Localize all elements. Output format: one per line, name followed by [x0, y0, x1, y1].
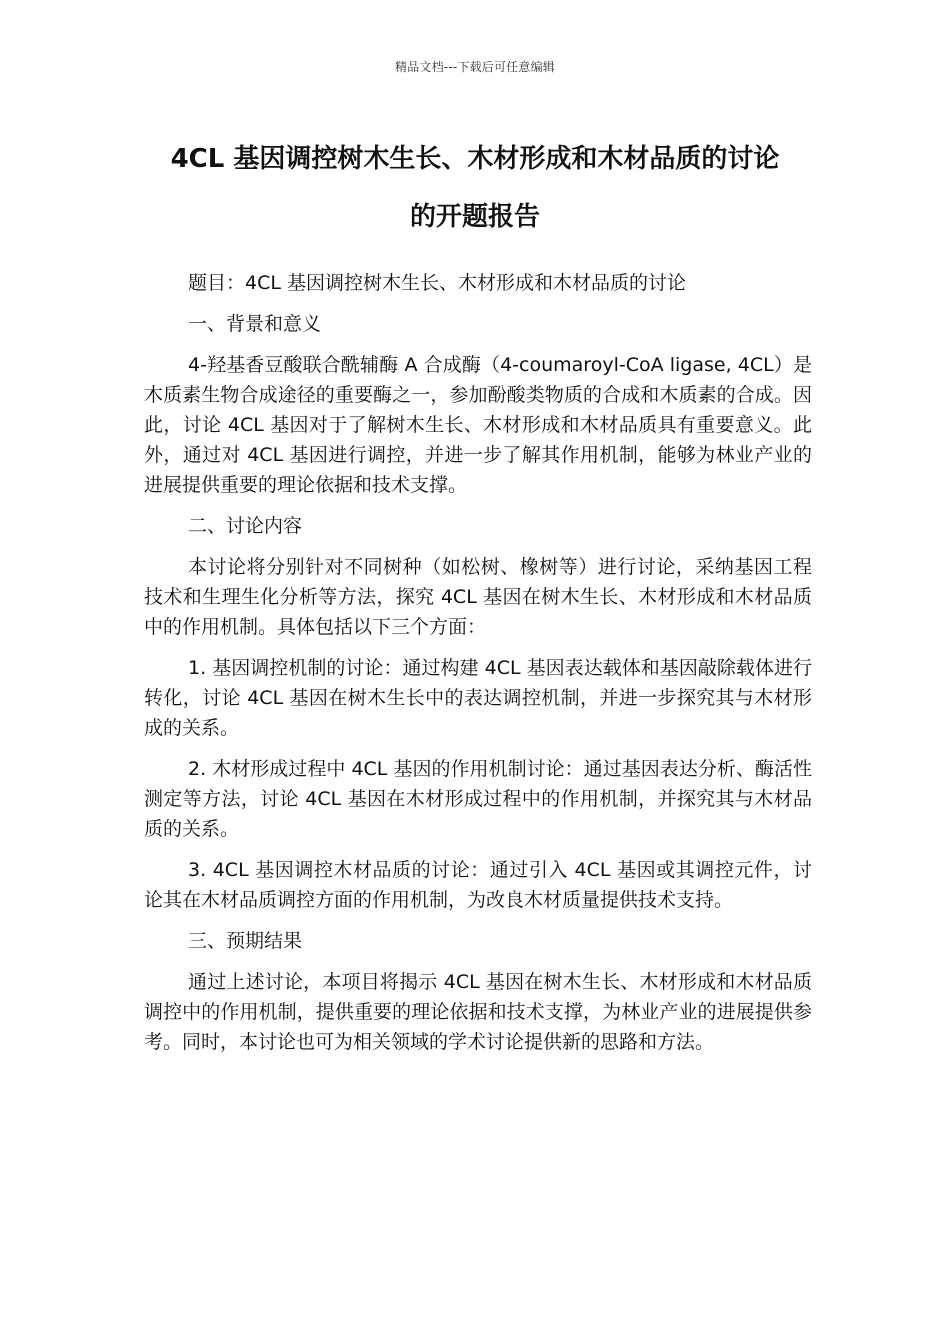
- expected-results-paragraph: 通过上述讨论，本项目将揭示 4CL 基因在树木生长、木材形成和木材品质调控中的作用机制，提供重要的理论依据和技术支撑，为林业产业的进展提供参考。同时，本讨论也可为相关领域的学术讨论提供新的思路和方法。: [144, 971, 812, 1053]
- section-heading-background: 一、背景和意义: [188, 313, 322, 335]
- header-note: 精品文档---下载后可任意编辑: [395, 60, 555, 74]
- content-item-3: 3. 4CL 基因调控木材品质的讨论：通过引入 4CL 基因或其调控元件，讨论其在木材品质调控方面的作用机制，为改良木材质量提供技术支持。: [144, 859, 812, 911]
- background-paragraph: 4-羟基香豆酸联合酰辅酶 A 合成酶（4-coumaroyl-CoA ligase, 4CL）是木质素生物合成途径的重要酶之一，参加酚酸类物质的合成和木质素的合成。因此，讨论 4CL 基因对于了解树木生长、木材形成和木材品质具有重要意义。此外，通过对 4CL 基因进行调控，并进一步了解其作用机制，能够为林业产业的进展提供重要的理论依据和技术支撑。: [144, 354, 812, 496]
- title-line-1: 4CL 基因调控树木生长、木材形成和木材品质的讨论: [170, 144, 780, 174]
- content-paragraph: 本讨论将分别针对不同树种（如松树、橡树等）进行讨论，采纳基因工程技术和生理生化分析等方法，探究 4CL 基因在树木生长、木材形成和木材品质中的作用机制。具体包括以下三个方面：: [144, 556, 812, 638]
- content-item-1: 1. 基因调控机制的讨论：通过构建 4CL 基因表达载体和基因敲除载体进行转化，讨论 4CL 基因在树木生长中的表达调控机制，并进一步探究其与木材形成的关系。: [144, 657, 812, 739]
- document-body: [144, 268, 812, 1068]
- content-item-2: 2. 木材形成过程中 4CL 基因的作用机制讨论：通过基因表达分析、酶活性测定等方法，讨论 4CL 基因在木材形成过程中的作用机制，并探究其与木材品质的关系。: [144, 758, 812, 840]
- section-heading-content: 二、讨论内容: [188, 515, 303, 537]
- document-title: [120, 130, 830, 246]
- topic-line: 题目：4CL 基因调控树木生长、木材形成和木材品质的讨论: [188, 272, 686, 294]
- title-line-2: 的开题报告: [409, 202, 540, 232]
- section-heading-expected-results: 三、预期结果: [188, 930, 303, 952]
